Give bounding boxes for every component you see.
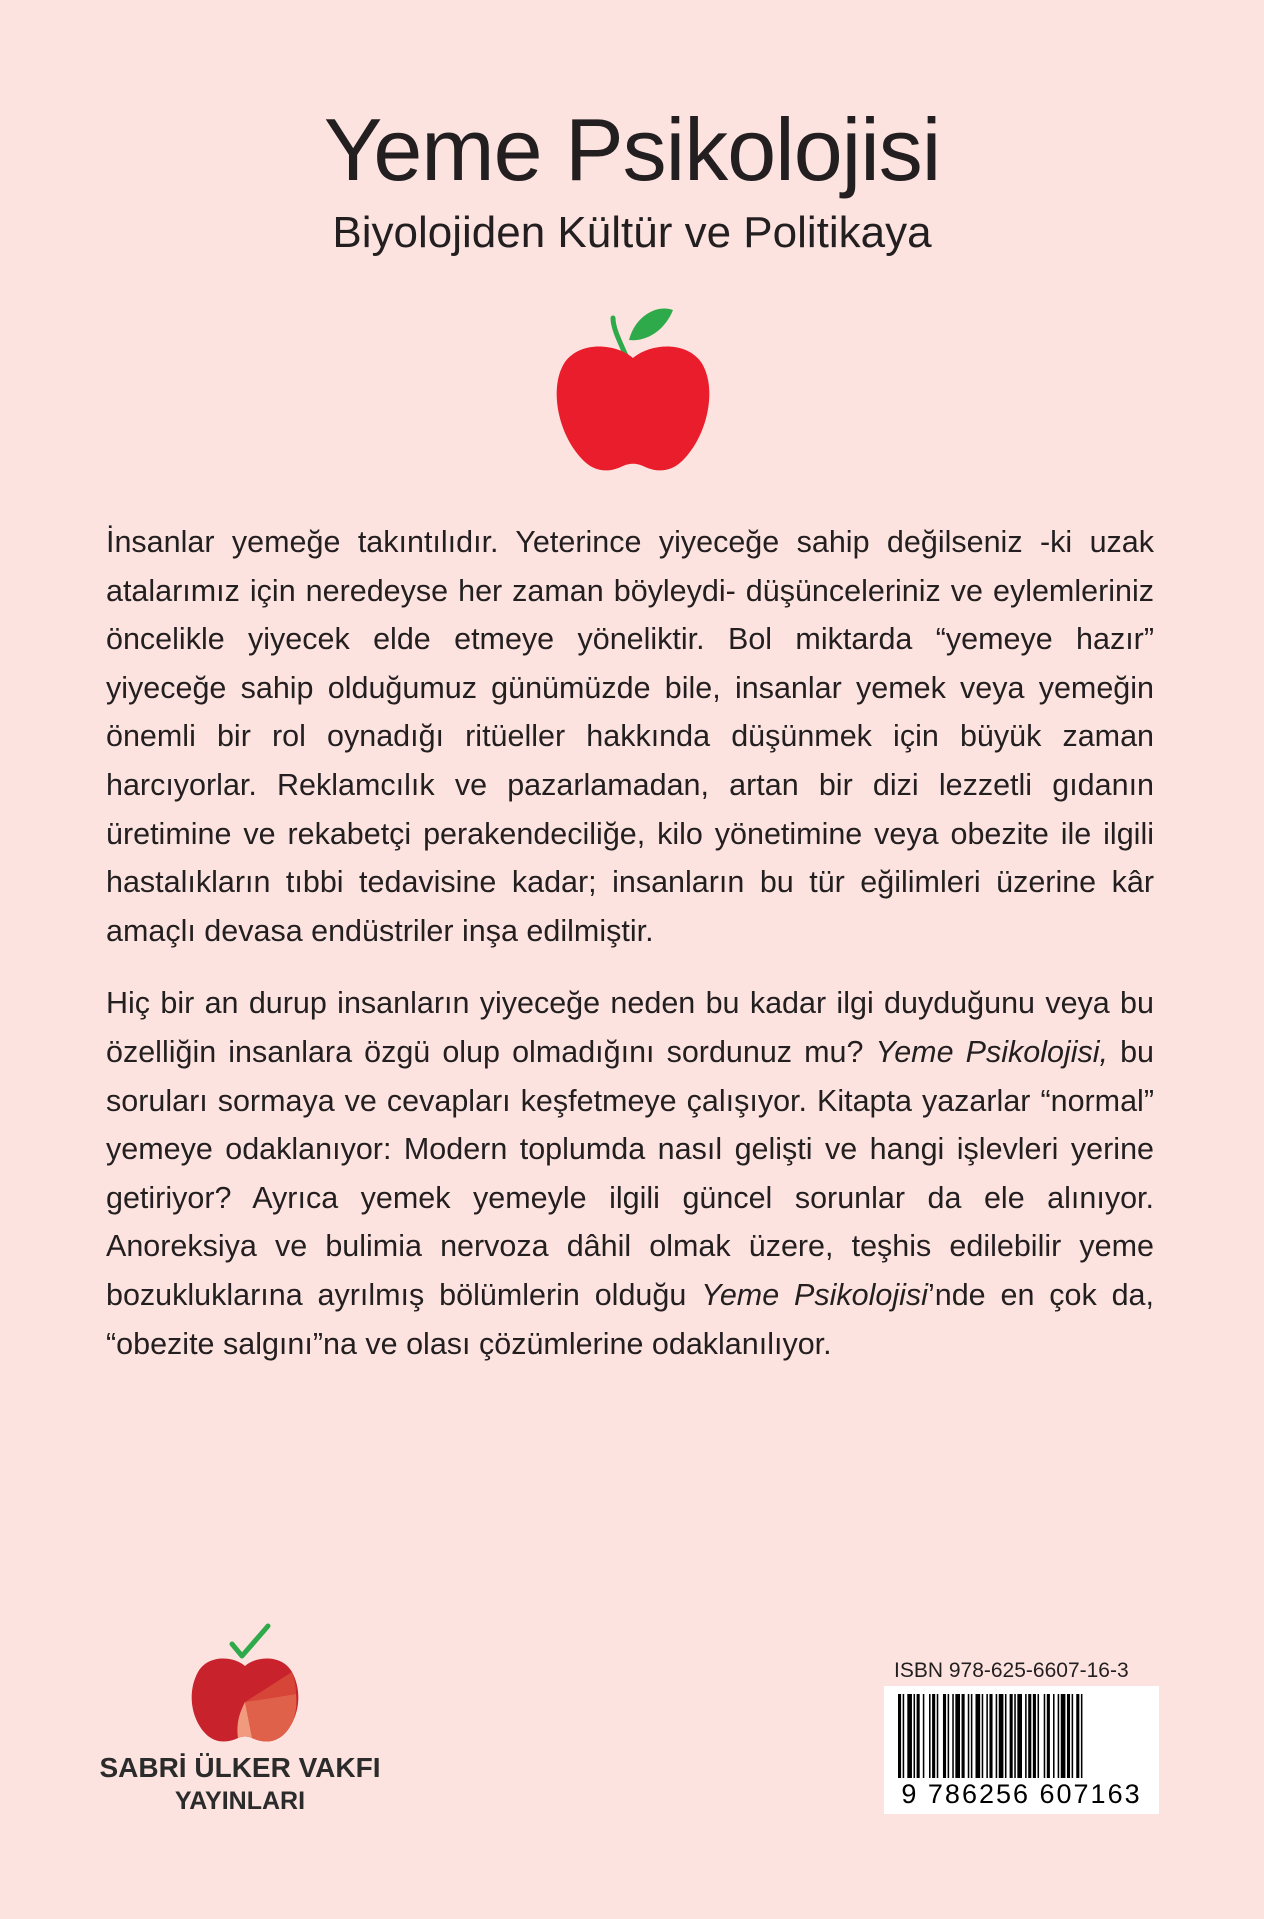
barcode-bar: [898, 1694, 901, 1778]
barcode-bar: [948, 1694, 950, 1778]
barcode: [884, 1686, 1159, 1814]
barcode-bar: [903, 1694, 905, 1778]
barcode-bar: [907, 1694, 912, 1778]
isbn-label: ISBN 978-625-6607-16-3: [894, 1659, 1129, 1682]
book-title: Yeme Psikolojisi: [323, 100, 941, 199]
apple-icon: [553, 300, 713, 475]
barcode-bar: [1053, 1694, 1055, 1778]
barcode-bar: [923, 1694, 925, 1778]
barcode-bar: [932, 1694, 935, 1778]
blurb-p2-italic-title-2: Yeme Psikolojisi: [701, 1277, 928, 1312]
barcode-bar: [1017, 1694, 1022, 1778]
blurb-p2-part1: Hiç bir an durup insanların yiyeceğe neden bu kadar ilgi duyduğunu veya bu özelliğin insanlara özgü olup olmadığını sordunuz mu?: [106, 986, 1154, 1069]
barcode-bar: [917, 1694, 920, 1778]
barcode-digits: 9 786256 607163: [901, 1779, 1142, 1809]
barcode-bar: [943, 1694, 946, 1778]
barcode-bar: [1047, 1694, 1050, 1778]
barcode-bar: [971, 1694, 973, 1778]
barcode-bar: [1076, 1694, 1079, 1778]
barcode-bar: [1028, 1694, 1031, 1778]
barcode-bar: [962, 1694, 965, 1778]
barcode-bar: [929, 1694, 931, 1778]
barcode-bar: [989, 1694, 992, 1778]
blurb-p2-part3: ’nde en çok da, “obezite salgını”na ve olası çözümlerine odaklanılıyor.: [106, 1277, 1154, 1361]
barcode-bars: [896, 1694, 1147, 1778]
blurb: [106, 518, 1154, 1392]
barcode-bar: [999, 1694, 1004, 1778]
barcode-bar: [1044, 1694, 1046, 1778]
barcode-bar: [1081, 1694, 1083, 1778]
book-subtitle: Biyolojiden Kültür ve Politikaya: [332, 208, 932, 257]
barcode-bar: [1033, 1694, 1036, 1778]
barcode-bar: [982, 1694, 984, 1778]
barcode-bar: [1061, 1694, 1066, 1778]
barcode-bar: [1038, 1694, 1040, 1778]
blurb-p2-part2: bu soruları sormaya ve cevapları keşfetmeye çalışıyor. Kitapta yazarlar “normal” yemeye odaklanıyor: Modern toplumda nasıl gelişti ve hangi işlevleri yerine getiriyor? Ayrıca yemek yemeyle ilgili güncel sorunlar da ele alınıyor. Anoreksiya ve bulimia nervoza dâhil olmak üzere, teşhis edilebilir yeme bozukluklarına ayrılmış bölümlerin olduğu: [106, 1034, 1155, 1312]
barcode-bar: [952, 1694, 954, 1778]
barcode-bar: [1058, 1694, 1060, 1778]
publisher-logo-icon: [190, 1622, 300, 1744]
barcode-bar: [955, 1694, 960, 1778]
barcode-bar: [986, 1694, 988, 1778]
blurb-paragraph-2: [106, 979, 1154, 1368]
barcode-bar: [968, 1694, 970, 1778]
barcode-bar: [1025, 1694, 1027, 1778]
barcode-bar: [1072, 1694, 1074, 1778]
publisher-name: SABRİ ÜLKER VAKFI: [99, 1752, 381, 1783]
blurb-p2-italic-title-1: Yeme Psikolojisi,: [875, 1034, 1108, 1069]
barcode-bar: [937, 1694, 939, 1778]
barcode-bar: [1010, 1694, 1013, 1778]
blurb-paragraph-1: İnsanlar yemeğe takıntılıdır. Yeterince yiyeceğe sahip değilseniz -ki uzak atalarımız için neredeyse her zaman böyleydi- düşünceleriniz ve eylemleriniz öncelikle yiyecek elde etmeye yöneliktir. Bol miktarda “yemeye hazır” yiyeceğe sahip olduğumuz günümüzde bile, insanlar yemek veya yemeğin önemli bir rol oynadığı ritüeller hakkında düşünmek için büyük zaman harcıyorlar. Reklamcılık ve pazarlamadan, artan bir dizi lezzetli gıdanın üretimine ve rekabetçi perakendeciliğe, kilo yönetimine veya obezite ile ilgili hastalıkların tıbbi tedavisine kadar; insanların bu tür eğilimleri üzerine kâr amaçlı devasa endüstriler inşa edilmiştir.: [106, 525, 1154, 948]
barcode-bar: [976, 1694, 981, 1778]
barcode-bar: [1067, 1694, 1070, 1778]
barcode-bar: [996, 1694, 998, 1778]
publisher-imprint: YAYINLARI: [174, 1787, 306, 1815]
barcode-bar: [1005, 1694, 1007, 1778]
barcode-bar: [1014, 1694, 1016, 1778]
barcode-bar: [914, 1694, 916, 1778]
